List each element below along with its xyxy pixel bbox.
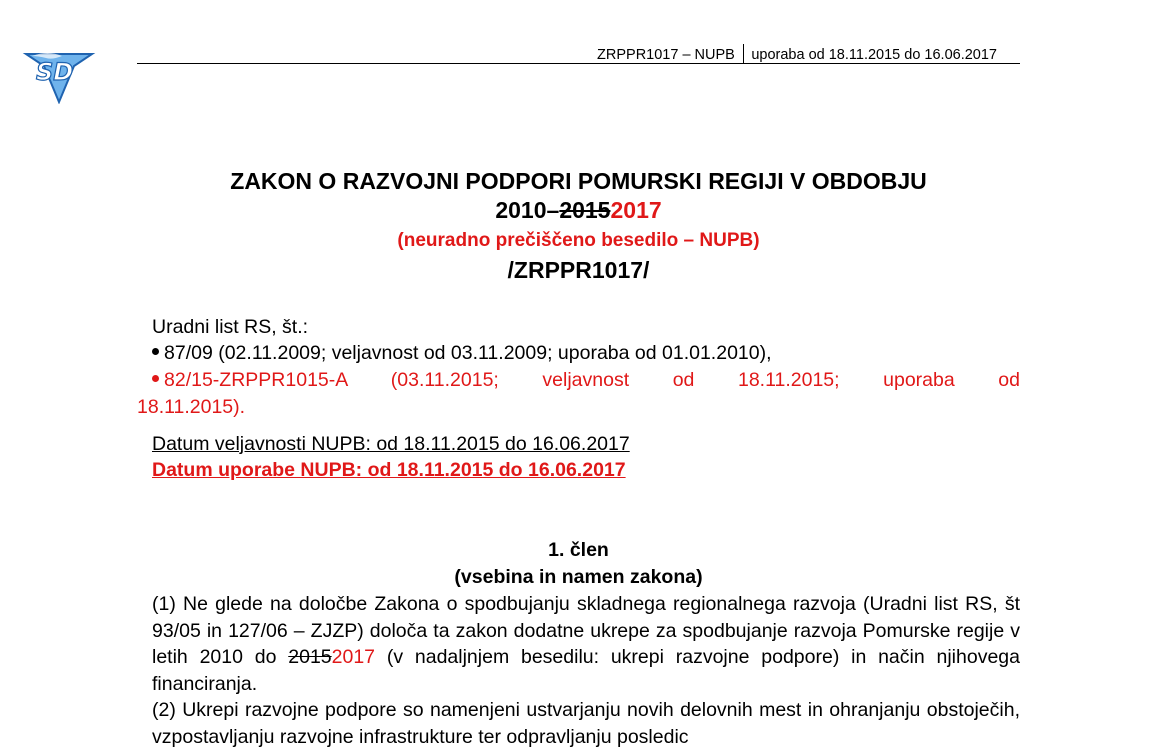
- bullet-icon: [152, 348, 159, 355]
- svg-text:SD: SD: [36, 58, 74, 86]
- article-paragraph-1: (1) Ne glede na določbe Zakona o spodbujanju skladnega regionalnega razvoja (Uradni list RS, št 93/05 in 127/06 – ZJZP) določa ta zakon dodatne ukrepe za spodbujanje razvoja Pomurske regije v letih 2010 do 20152017 (v nadaljnjem besedilu: ukrepi razvojne podpore) in način njihovega financiranja.: [152, 593, 1020, 695]
- header-usage-period: uporaba od 18.11.2015 do 16.06.2017: [751, 47, 997, 63]
- law-abbreviation: /ZRPPR1017/: [507, 257, 650, 283]
- gazette-item-1: [137, 340, 1035, 367]
- title-year-start: 2010–: [495, 197, 560, 223]
- header-rule: [137, 63, 1020, 64]
- header-doc-code: ZRPPR1017 – NUPB: [597, 47, 735, 63]
- validity-date-text: Datum veljavnosti NUPB: od 18.11.2015 do 16.06.2017: [152, 433, 630, 455]
- gazette-item-1-text: 87/09 (02.11.2009; veljavnost od 03.11.2009; uporaba od 01.01.2010),: [164, 342, 772, 364]
- usage-date-text: Datum uporabe NUPB: od 18.11.2015 do 16.06.2017: [152, 459, 626, 481]
- gazette-label: Uradni list RS, št.:: [152, 316, 309, 338]
- bullet-icon: [152, 375, 159, 382]
- gazette-item-2-text-cont: 18.11.2015).: [137, 395, 246, 418]
- law-title-line2: [137, 196, 1020, 224]
- gazette-item-2: [137, 367, 1020, 420]
- article-number: 1. člen: [548, 539, 609, 561]
- validity-date: [137, 431, 1035, 458]
- law-title-line1: ZAKON O RAZVOJNI PODPORI POMURSKI REGIJI V OBDOBJU: [230, 168, 927, 194]
- law-subtitle: (neuradno prečiščeno besedilo – NUPB): [397, 230, 760, 251]
- usage-date: [137, 457, 1035, 484]
- header-separator: [743, 44, 745, 63]
- sd-logo-icon: [22, 46, 96, 104]
- title-year-struck: 2015: [559, 197, 611, 223]
- running-header: [597, 44, 997, 63]
- gazette-item-2-text: 82/15-ZRPPR1015-A (03.11.2015; veljavnost od 18.11.2015; uporaba od: [164, 369, 1020, 391]
- p1-year-struck: 2015: [288, 646, 332, 668]
- article-heading: (vsebina in namen zakona): [454, 566, 703, 588]
- article-body: [137, 591, 1020, 750]
- p1-year-new: 2017: [331, 646, 376, 668]
- article-paragraph-2: (2) Ukrepi razvojne podpore so namenjeni ustvarjanju novih delovnih mest in ohranjanju obstoječih, vzpostavljanju razvojne infrastrukture ter odpravljanju posledic: [152, 699, 1020, 748]
- title-year-new: 2017: [610, 197, 662, 223]
